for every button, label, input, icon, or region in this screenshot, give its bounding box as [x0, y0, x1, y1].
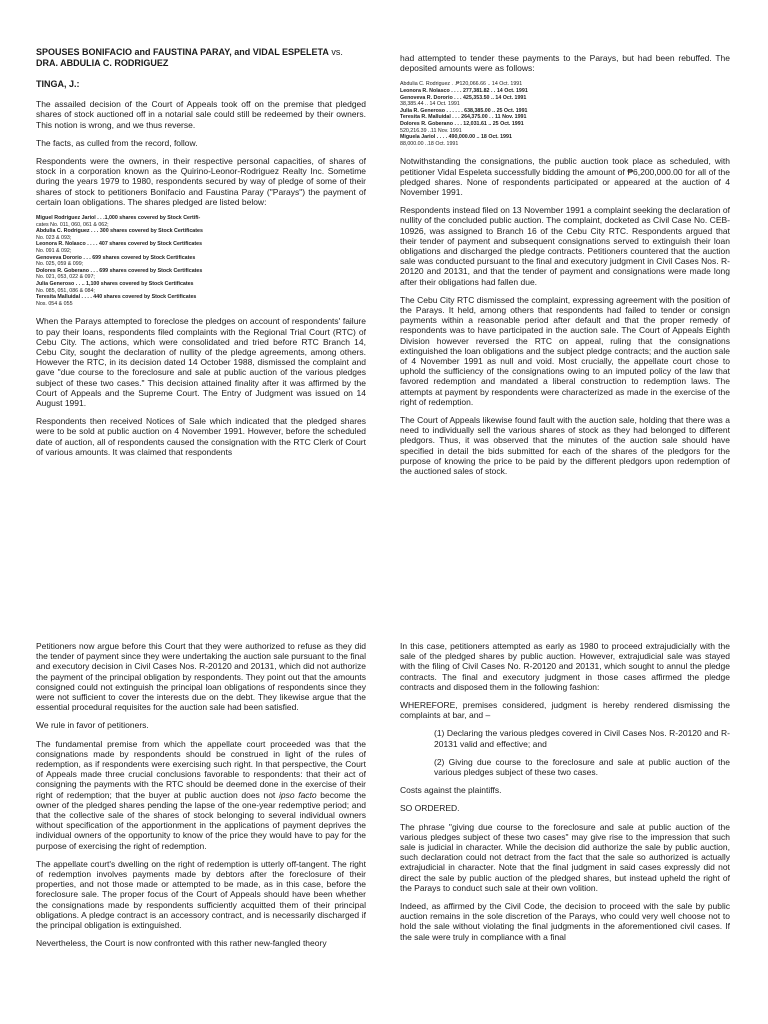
paragraph: In this case, petitioners attempted as early as 1980 to proceed extrajudicially with the sale of the pledged shares by public auction. However, extrajudicial sale was stayed with the filing of Civil Cases No. R-20120 and 20131, which sought to annul the pledge contracts. The final and executory judgment in those cases affirmed the pledge contracts and disposed them in the following fashion: — [400, 641, 730, 692]
paragraph: The facts, as culled from the record, follow. — [36, 137, 198, 148]
paragraph: Notwithstanding the consignations, the public auction took place as scheduled, with petitioner Vidal Espeleta successfully bidding the amount of ₱6,200,000.00 for all of the pledged shares. None of respondents participated or appeared at the auction of 4 November 1991. — [400, 156, 730, 197]
case-title-respondent: DRA. ABDULIA C. RODRIGUEZ — [36, 58, 169, 68]
list-item: No. 021, 053, 022 & 097; — [36, 274, 95, 281]
list-item: Miguela Jariol . . . . 490,000.00 .. 18 Oct. 1991 — [400, 134, 512, 141]
list-item: Dolores R. Goberano . . . 699 shares covered by Stock Certificates — [36, 267, 203, 274]
page2-right-column — [400, 641, 730, 950]
paragraph: Respondents then received Notices of Sale which indicated that the pledged shares were to be sold at public auction on 4 November 1991. However, before the scheduled date of auction, all of respondents caused the consignation with the RTC Clerk of Court of various amounts. It was claimed that respondents — [36, 416, 366, 457]
paragraph: Indeed, as affirmed by the Civil Code, the decision to proceed with the sale by public auction remains in the sole discretion of the Parays, who could very well choose not to hold the sale without violating the final judgments in the aforementioned civil cases. If the sale were truly in compliance with a final — [400, 901, 730, 942]
list-item: Abdulia C. Rodriguez . .₱120,066.66 .. 14 Oct. 1991 — [400, 81, 523, 88]
list-item: Abdulia C. Rodriguez . . . 300 shares covered by Stock Certificates — [36, 228, 203, 235]
paragraph: When the Parays attempted to foreclose the pledges on account of respondents' failure to pay their loans, respondents filed complaints with the Regional Trial Court (RTC) of Cebu City. The actions, which were consolidated and tried before RTC Branch 14, Cebu City, sought the declaration of nullity of the pledge agreements, among others. However the RTC, in its decision dated 14 October 1988, dismissed the complaint and gave "due course to the foreclosure and sale at public auction of the various pledges subject of these two cases." This decision attained finality after it was affirmed by the Court of Appeals and the Supreme Court. The Entry of Judgment was issued on 14 August 1991. — [36, 316, 366, 408]
list-item: 88,000.00 ..18 Oct. 1991 — [400, 140, 459, 147]
page1-left-column — [36, 47, 366, 465]
paragraph: The Court of Appeals likewise found fault with the auction sale, holding that there was a need to individually sell the various shares of stock as they had belonged to different pledgors. Thus, it was observed that the minutes of the auction sale should have specified in detail the bids submitted for each of the shares of the pledgors for the purpose of knowing the price to be paid by the different pledgors upon redemption of the auctioned sales of stock. — [400, 415, 730, 477]
quoted-dispositive: WHEREFORE, premises considered, judgment is hereby rendered dismissing the complaints at bar, and – — [400, 700, 730, 721]
latin-term: ipso facto — [278, 789, 317, 800]
list-item: 520,216.39 ..11 Nov. 1991 — [400, 127, 462, 134]
paragraph: Respondents instead filed on 13 November 1991 a complaint seeking the declaration of nullity of the concluded public auction. The complaint, docketed as Civil Case No. CEB-10926, was assigned to Branch 16 of the Cebu City RTC. Respondents argued that their tender of payment and subsequent consignations served to extinguish their loan obligations and discharged the pledge contracts. Petitioners countered that the auction sale was conducted pursuant to the final and executory judgment in Civil Cases Nos. R-20120 and 20131, and that the tender of payment and consignations were made long after their obligations had fallen due. — [400, 205, 730, 287]
list-item: Teresita Malluidal . . . . 440 shares covered by Stock Certificates — [36, 294, 197, 301]
list-item: Nos. 054 & 055 — [36, 300, 73, 307]
list-item: No. 023 & 093; — [36, 234, 72, 241]
dispositive-item: (1) Declaring the various pledges covered in Civil Cases Nos. R-20120 and R-20131 valid and effective; and — [434, 728, 730, 749]
paragraph: The assailed decision of the Court of Appeals took off on the premise that pledged shares of stock auctioned off in a notarial sale could still be redeemed by their owners. This notion is wrong, and we thus reverse. — [36, 99, 366, 130]
ponente: TINGA, J.: — [36, 79, 80, 89]
paragraph: Petitioners now argue before this Court that they were authorized to refuse as they did the tender of payment since they were undertaking the auction sale pursuant to the final and executory decision in Civil Cases Nos. R-20120 and 20131, which did not authorize the payment of the principal obligation by respondents. They point out that the amounts consigned could not extinguish the principal loan obligations of respondents since they were not sufficient to cover the interests due on the debt. They likewise argue that the essential procedural requisites for the auction sale had been satisfied. — [36, 641, 366, 713]
list-item: Dolores R. Goberano . . . 12,031.61 .. 25 Oct. 1991 — [400, 120, 524, 127]
paragraph: The appellate court's dwelling on the right of redemption is utterly off-tangent. The right of redemption involves payments made by debtors after the foreclosure of their properties, and not those made or attempted to be made, as in this case, before the foreclosure sale. The proper focus of the Court of Appeals should have been whether the consignations made by respondents sufficiently acquitted them of their principal obligations. A pledge contract is an accessory contract, and is necessarily discharged if the principal obligation is extinguished. — [36, 858, 366, 931]
paragraph: had attempted to tender these payments to the Parays, but had been rebuffed. The deposited amounts were as follows: — [400, 53, 730, 74]
paragraph — [36, 739, 366, 851]
list-item: Julia R. Generoso . . . . . . 638,385.00 .. 25 Oct. 1991 — [400, 107, 528, 114]
case-title-vs: vs. — [328, 47, 343, 57]
page1-right-column — [400, 53, 730, 484]
paragraph: SO ORDERED. — [400, 803, 460, 814]
paragraph: Nevertheless, the Court is now confronted with this rather new-fangled theory — [36, 938, 327, 949]
paragraph: Costs against the plaintiffs. — [400, 785, 502, 796]
case-title — [36, 47, 366, 69]
list-item: No. 091 & 092; — [36, 248, 72, 254]
list-item: Genoveva R. Dororio . . . 425,353.50 .. 14 Oct. 1991 — [400, 94, 527, 101]
list-item: Leonora R. Nolasco . . . . 407 shares covered by Stock Certificates — [36, 241, 203, 248]
list-item: Genoveva Dororio . . . 699 shares covered by Stock Certificates — [36, 254, 196, 261]
paragraph: We rule in favor of petitioners. — [36, 720, 149, 731]
pledged-shares-list — [36, 215, 366, 307]
page2-left-column — [36, 641, 366, 956]
list-item: Leonora R. Nolasco . . . . 277,381.82 . . 14 Oct. 1991 — [400, 88, 528, 94]
paragraph: The Cebu City RTC dismissed the complaint, expressing agreement with the position of the Parays. It held, among others that respondents had failed to tender or consign payments within a reasonable period after default and that the proper remedy of respondents was to have participated in the auction sale. The Court of Appeals Eighth Division however reversed the RTC on appeal, ruling that the consignations extinguished the loan obligations and the subject pledge contracts; and the auction sale of 4 November 1991 as null and void. Most crucially, the appellate court chose to uphold the sufficiency of the consignations owing to an imputed policy of the law that favored redemption and mandated a liberal construction to redemption laws. The attempts at payment by respondents were characterized as made in the exercise of the right of redemption. — [400, 294, 730, 407]
list-item: No. 085, 051, 086 & 084; — [36, 287, 95, 294]
paragraph: The phrase "giving due course to the foreclosure and sale at public auction of the various pledges subject of these two cases" may give rise to the impression that such sale is judicial in character. While the decision did authorize the sale by public auction, such declaration could not detract from the fact that the sale so authorized is actually extrajudicial in character. Note that the final judgment in said cases expressly did not direct the sale by public auction of the pledged shares, but instead upheld the right of the Parays to conduct such sale at their own volition. — [400, 821, 730, 893]
deposited-amounts-list — [400, 81, 730, 147]
paragraph: Respondents were the owners, in their respective personal capacities, of shares of stock in a corporation known as the Quirino-Leonor-Rodriguez Realty Inc. Sometime during the years 1979 to 1980, respondents secured by way of pledge of some of their shares of stock to petitioners Bonifacio and Faustina Paray ("Parays") the payment of certain loan obligations. The shares pledged are listed below: — [36, 156, 366, 207]
list-item: No. 025, 059 & 099; — [36, 261, 84, 268]
list-item: cates No. 011, 060, 061 & 062; — [36, 221, 109, 228]
dispositive-item: (2) Giving due course to the foreclosure and sale at public auction of the various pledges subject of these two cases. — [434, 756, 730, 778]
paragraph-text: The fundamental premise from which the appellate court proceeded was that the consignations made by respondents should be construed in light of the rules of redemption, as if respondents were exercising such right. In that perspective, the Court of Appeals made three crucial conclusions favorable to respondents: that their act of consigning the payments with the RTC should be deemed done in the exercise of their right of redemption; that the buyer at public auction does not — [36, 738, 366, 800]
list-item: Julia Generoso . . .. 1,100 shares covered by Stock Certificates — [36, 280, 194, 287]
list-item: Teresita R. Malluidal . . . 264,375.00 . . 11 Nov. 1991 — [400, 114, 527, 121]
list-item: 38,385.44 .. 14 Oct. 1991 — [400, 101, 460, 108]
paragraph-text: become the owner of the pledged shares pending the lapse of the one-year redemptive period; and that the collective sale of the shares of stock belonging to several individual owners without specification of the apportionment in the applications of payment deprives the individual owners of the opportunity to know of the price they would have to pay for the purpose of exercising the right of redemption. — [36, 789, 367, 851]
list-item: Miguel Rodriguez Jariol . . .1,000 shares covered by Stock Certifi- — [36, 215, 201, 222]
case-title-parties: SPOUSES BONIFACIO and FAUSTINA PARAY, and VIDAL ESPELETA — [36, 47, 329, 57]
